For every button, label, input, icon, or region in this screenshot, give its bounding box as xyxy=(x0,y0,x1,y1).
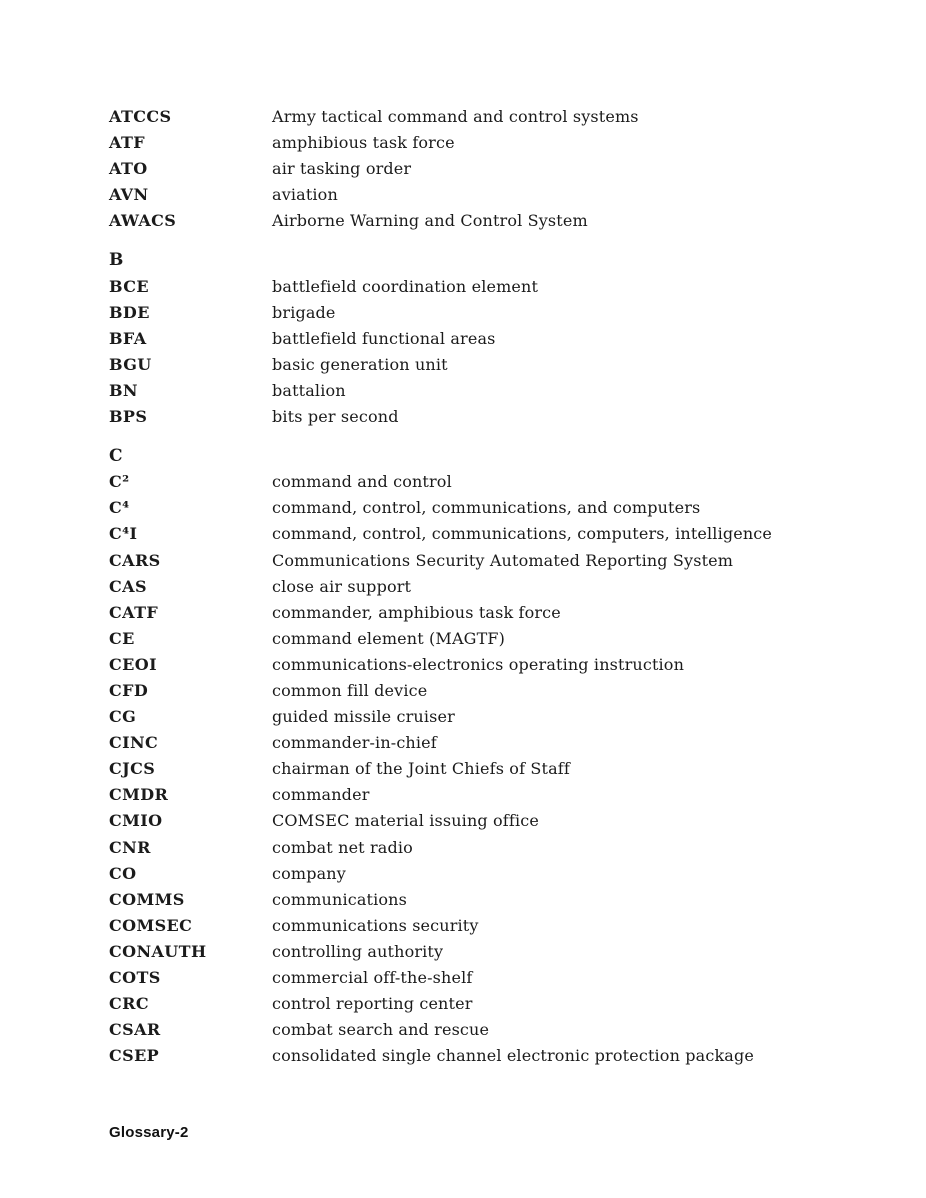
definition: consolidated single channel electronic protection package xyxy=(272,1046,755,1066)
glossary-entry xyxy=(109,495,890,521)
definition: commercial off-the-shelf xyxy=(272,968,473,987)
acronym: COMSEC xyxy=(109,915,193,935)
acronym: BCE xyxy=(109,276,149,296)
glossary-entry xyxy=(109,1017,890,1043)
glossary-entry xyxy=(109,991,890,1017)
acronym: CJCS xyxy=(109,759,156,779)
definition: basic generation unit xyxy=(272,354,448,374)
page-footer xyxy=(109,1124,189,1141)
glossary-entry xyxy=(109,626,890,652)
glossary-entry xyxy=(109,548,890,574)
acronym: CATF xyxy=(109,602,159,622)
section-letter: C xyxy=(109,446,123,467)
glossary-entry xyxy=(109,352,890,378)
glossary-entry xyxy=(109,652,890,678)
glossary-entry xyxy=(109,965,890,991)
acronym: C² xyxy=(109,472,130,492)
acronym: CSAR xyxy=(109,1020,161,1040)
glossary-entry xyxy=(109,1043,890,1069)
acronym: COMMS xyxy=(109,889,185,909)
definition: combat search and rescue xyxy=(272,1020,490,1040)
acronym: CSEP xyxy=(109,1046,160,1066)
definition: amphibious task force xyxy=(272,133,455,153)
glossary-entry xyxy=(109,404,890,430)
definition: battlefield coordination element xyxy=(272,276,539,296)
definition: Army tactical command and control systems xyxy=(272,107,639,126)
definition: command element (MAGTF) xyxy=(272,628,506,648)
definition: command, control, communications, computers, intelligence xyxy=(272,524,773,544)
definition: combat net radio xyxy=(272,837,413,857)
definition: aviation xyxy=(272,185,338,205)
acronym: CG xyxy=(109,707,137,727)
definition: controlling authority xyxy=(272,941,444,961)
page-footer-label: Glossary-2 xyxy=(109,1124,189,1141)
definition: bits per second xyxy=(272,407,399,427)
glossary-entry xyxy=(109,378,890,404)
definition: air tasking order xyxy=(272,159,412,179)
glossary-entry xyxy=(109,887,890,913)
acronym: AVN xyxy=(109,185,149,205)
acronym: BDE xyxy=(109,302,150,322)
definition: chairman of the Joint Chiefs of Staff xyxy=(272,759,570,779)
glossary-entry xyxy=(109,326,890,352)
acronym: C⁴ xyxy=(109,498,130,518)
glossary-entry xyxy=(109,130,890,156)
acronym: ATF xyxy=(109,133,146,153)
glossary-entry xyxy=(109,208,890,234)
glossary-entry xyxy=(109,808,890,834)
acronym: CEOI xyxy=(109,654,157,674)
definition: commander-in-chief xyxy=(272,733,437,753)
acronym: CO xyxy=(109,863,137,883)
glossary-entry xyxy=(109,469,890,495)
glossary-entry xyxy=(109,574,890,600)
glossary-entry xyxy=(109,835,890,861)
definition: command and control xyxy=(272,472,452,492)
acronym: AWACS xyxy=(109,211,177,231)
definition: communications security xyxy=(272,915,479,935)
definition: company xyxy=(272,863,346,883)
glossary-entry xyxy=(109,704,890,730)
definition: commander, amphibious task force xyxy=(272,602,561,622)
acronym: BFA xyxy=(109,328,147,348)
definition: common fill device xyxy=(272,680,428,700)
acronym: CE xyxy=(109,628,135,648)
acronym: ATCCS xyxy=(109,107,172,126)
glossary-entry xyxy=(109,156,890,182)
acronym: C⁴I xyxy=(109,524,138,544)
glossary-entry xyxy=(109,861,890,887)
acronym: CFD xyxy=(109,680,149,700)
definition: control reporting center xyxy=(272,994,473,1014)
definition: communications-electronics operating instruction xyxy=(272,654,685,674)
definition: battlefield functional areas xyxy=(272,328,496,348)
glossary-entry xyxy=(109,782,890,808)
glossary-entry xyxy=(109,678,890,704)
glossary-entry xyxy=(109,913,890,939)
definition: commander xyxy=(272,785,370,805)
acronym: BGU xyxy=(109,354,152,374)
acronym: CNR xyxy=(109,837,151,857)
glossary-list xyxy=(109,104,890,1069)
definition: battalion xyxy=(272,380,346,400)
glossary-entry xyxy=(109,300,890,326)
acronym: CAS xyxy=(109,576,147,596)
glossary-entry xyxy=(109,274,890,300)
section-letter: B xyxy=(109,250,124,271)
acronym: COTS xyxy=(109,968,161,987)
glossary-entry xyxy=(109,104,890,130)
glossary-entry xyxy=(109,756,890,782)
definition: Communications Security Automated Reporting System xyxy=(272,550,734,570)
glossary-entry xyxy=(109,182,890,208)
acronym: CMIO xyxy=(109,811,163,831)
acronym: CMDR xyxy=(109,785,169,805)
definition: COMSEC material issuing office xyxy=(272,811,539,831)
acronym: BN xyxy=(109,380,138,400)
acronym: CARS xyxy=(109,550,161,570)
definition: communications xyxy=(272,889,407,909)
glossary-entry xyxy=(109,939,890,965)
glossary-entry xyxy=(109,730,890,756)
acronym: CONAUTH xyxy=(109,941,207,961)
definition: brigade xyxy=(272,302,336,322)
definition: close air support xyxy=(272,576,412,596)
acronym: ATO xyxy=(109,159,148,179)
acronym: CINC xyxy=(109,733,159,753)
definition: guided missile cruiser xyxy=(272,707,455,727)
glossary-entry xyxy=(109,521,890,547)
definition: Airborne Warning and Control System xyxy=(272,211,588,231)
glossary-entry xyxy=(109,600,890,626)
acronym: BPS xyxy=(109,407,148,427)
definition: command, control, communications, and computers xyxy=(272,498,701,518)
acronym: CRC xyxy=(109,994,149,1014)
